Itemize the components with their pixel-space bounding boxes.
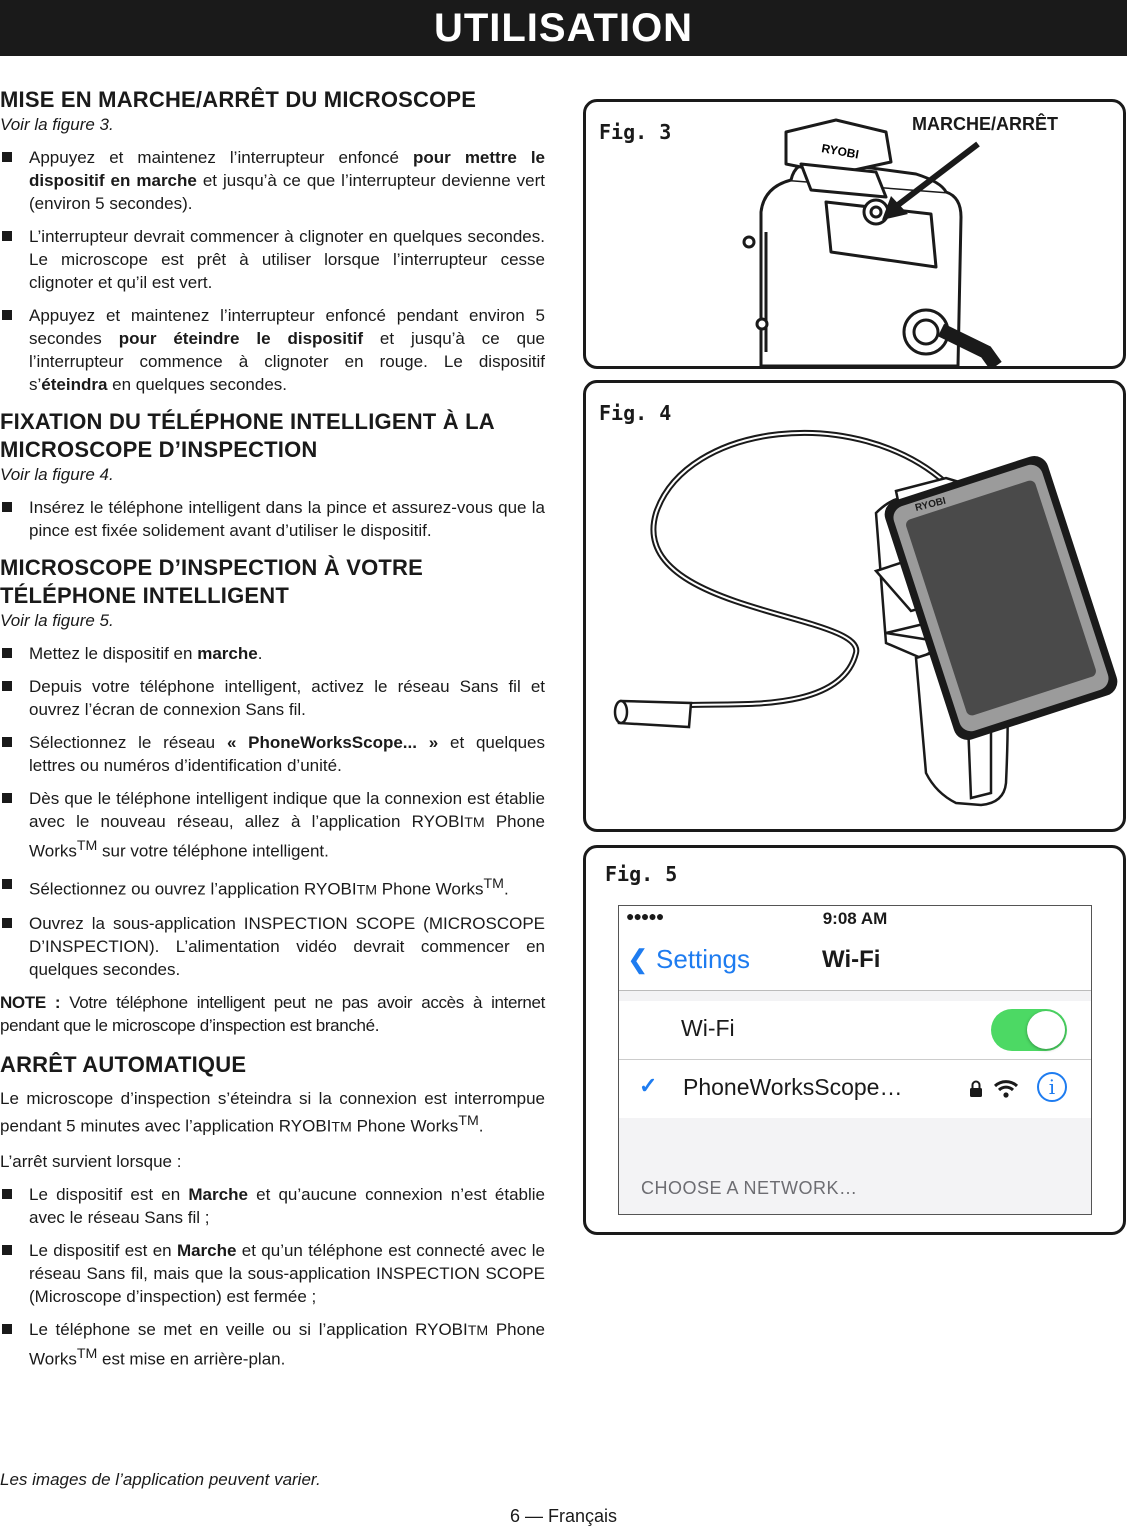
page-number: 6 — Français (509, 1506, 618, 1526)
nav-title: Wi-Fi (822, 946, 881, 973)
back-button[interactable]: ❮ Settings (627, 944, 750, 974)
figure-reference: Voir la figure 4. (0, 465, 114, 484)
section-title-power: MISE EN MARCHE/ARRÊT DU MICROSCOPE (0, 87, 477, 112)
list-item: Appuyez et maintenez l’interrupteur enfoncé pour mettre le dispositif en marche et jusqu’à ce que l’interrupteur devienne vert (environ 5 secondes). (0, 146, 545, 215)
microscope-top-illustration (586, 102, 1123, 366)
brand-logo: RYOBI (820, 141, 860, 162)
section-title-auto-off: ARRÊT AUTOMATIQUE (0, 1052, 247, 1078)
note: NOTE : Votre téléphone intelligent peut ne pas avoir accès à internet pendant que le microscope d’inspection est branché. (0, 993, 545, 1036)
list-item: Dès que le téléphone intelligent indique que la connexion est établie avec le nouveau réseau, allez à l’application RYOBITM Phone Works™ sur votre téléphone intelligent. (0, 787, 545, 863)
list-item: Le dispositif est en Marche et qu’un téléphone est connecté avec le réseau Sans fil, mais que la sous-application INSPECTION SCOPE (Microscope d’inspection) est fermée ; (0, 1239, 545, 1308)
page-header: UTILISATION (0, 0, 1127, 56)
wifi-signal-icon (993, 1079, 1019, 1099)
list-item: Depuis votre téléphone intelligent, activez le réseau Sans fil et ouvrez l’écran de connexion Sans fil. (0, 675, 545, 721)
list-item: L’interrupteur devrait commencer à clignoter en quelques secondes. Le microscope est prêt à utiliser lorsque l’interrupteur cesse clignoter et qu’il est vert. (0, 225, 545, 294)
list-item: Insérez le téléphone intelligent dans la pince et assurez-vous que la pince est fixée solidement avant d’utiliser le dispositif. (0, 496, 545, 542)
figure-reference: Voir la figure 3. (0, 115, 114, 134)
list-item: Mettez le dispositif en marche. (0, 642, 545, 665)
list-item: Sélectionnez le réseau « PhoneWorksScope... » et quelques lettres ou numéros d’identification d’unité. (0, 731, 545, 777)
text-column (0, 86, 545, 1381)
bullet-square-icon (2, 152, 12, 162)
network-name: PhoneWorksScope… (683, 1074, 903, 1100)
list-item: Le téléphone se met en veille ou si l’application RYOBITM Phone Works™ est mise en arrière-plan. (0, 1318, 545, 1371)
bullet-list (0, 1183, 545, 1371)
figure-label: Fig. 5 (605, 862, 678, 886)
list-item: Le dispositif est en Marche et qu’aucune connexion n’est établie avec le réseau Sans fil ; (0, 1183, 545, 1229)
paragraph: Le microscope d’inspection s’éteindra si la connexion est interrompue pendant 5 minutes avec l’application RYOBITM Phone Works™. (0, 1089, 545, 1136)
bullet-square-icon (2, 793, 12, 803)
signal-strength-icon: ●●●●● (626, 908, 664, 924)
wifi-toggle[interactable] (991, 1009, 1067, 1051)
brand-logo: RYOBI (914, 495, 948, 514)
bullet-square-icon (2, 918, 12, 928)
paragraph: L’arrêt survient lorsque : (0, 1151, 182, 1171)
figure-label: Fig. 3 (599, 120, 672, 144)
checkmark-icon: ✓ (639, 1073, 658, 1098)
bullet-square-icon (2, 681, 12, 691)
toggle-knob (1027, 1011, 1065, 1049)
list-item: Appuyez et maintenez l’interrupteur enfoncé pendant environ 5 secondes pour éteindre le dispositif et jusqu’à ce que l’interrupteur commence à clignoter en rouge. Le dispositif s’éteindra en quelques secondes. (0, 304, 545, 396)
section-header: CHOOSE A NETWORK… (641, 1178, 858, 1198)
microscope-with-phone-illustration (586, 383, 1123, 829)
section-title-attach: FIXATION DU TÉLÉPHONE INTELLIGENT À LA MICROSCOPE D’INSPECTION (0, 409, 495, 462)
figure-3 (583, 99, 1126, 369)
figure-reference: Voir la figure 5. (0, 611, 114, 630)
chevron-left-icon: ❮ (627, 944, 649, 974)
bullet-square-icon (2, 502, 12, 512)
figure-label: Fig. 4 (599, 401, 672, 425)
wifi-toggle-row (619, 1001, 1091, 1060)
status-bar (619, 906, 1091, 932)
footer-note: Les images de l’application peuvent varier. (0, 1470, 321, 1489)
list-item: Ouvrez la sous-application INSPECTION SCOPE (MICROSCOPE D’INSPECTION). L’alimentation vidéo devrait commencer en quelques secondes. (0, 912, 545, 981)
bullet-square-icon (2, 1324, 12, 1334)
bullet-list (0, 146, 545, 396)
list-item: Sélectionnez ou ouvrez l’application RYOBITM Phone Works™. (0, 873, 545, 903)
lock-icon (969, 1080, 983, 1098)
callout-label: MARCHE/ARRÊT (912, 114, 1058, 134)
bullet-square-icon (2, 737, 12, 747)
bullet-square-icon (2, 648, 12, 658)
status-time: 9:08 AM (822, 909, 888, 928)
phone-wifi-screen (618, 905, 1092, 1215)
bullet-square-icon (2, 231, 12, 241)
bullet-square-icon (2, 879, 12, 889)
bullet-square-icon (2, 1245, 12, 1255)
network-row[interactable] (619, 1060, 1091, 1118)
info-icon[interactable]: i (1037, 1072, 1067, 1102)
bullet-square-icon (2, 1189, 12, 1199)
wifi-row-label: Wi-Fi (681, 1015, 735, 1041)
navigation-bar (619, 932, 1091, 991)
figure-4 (583, 380, 1126, 832)
bullet-square-icon (2, 310, 12, 320)
bullet-list (0, 642, 545, 981)
bullet-list (0, 496, 545, 542)
section-title-connect: MICROSCOPE D’INSPECTION À VOTRE TÉLÉPHONE INTELLIGENT (0, 555, 424, 608)
